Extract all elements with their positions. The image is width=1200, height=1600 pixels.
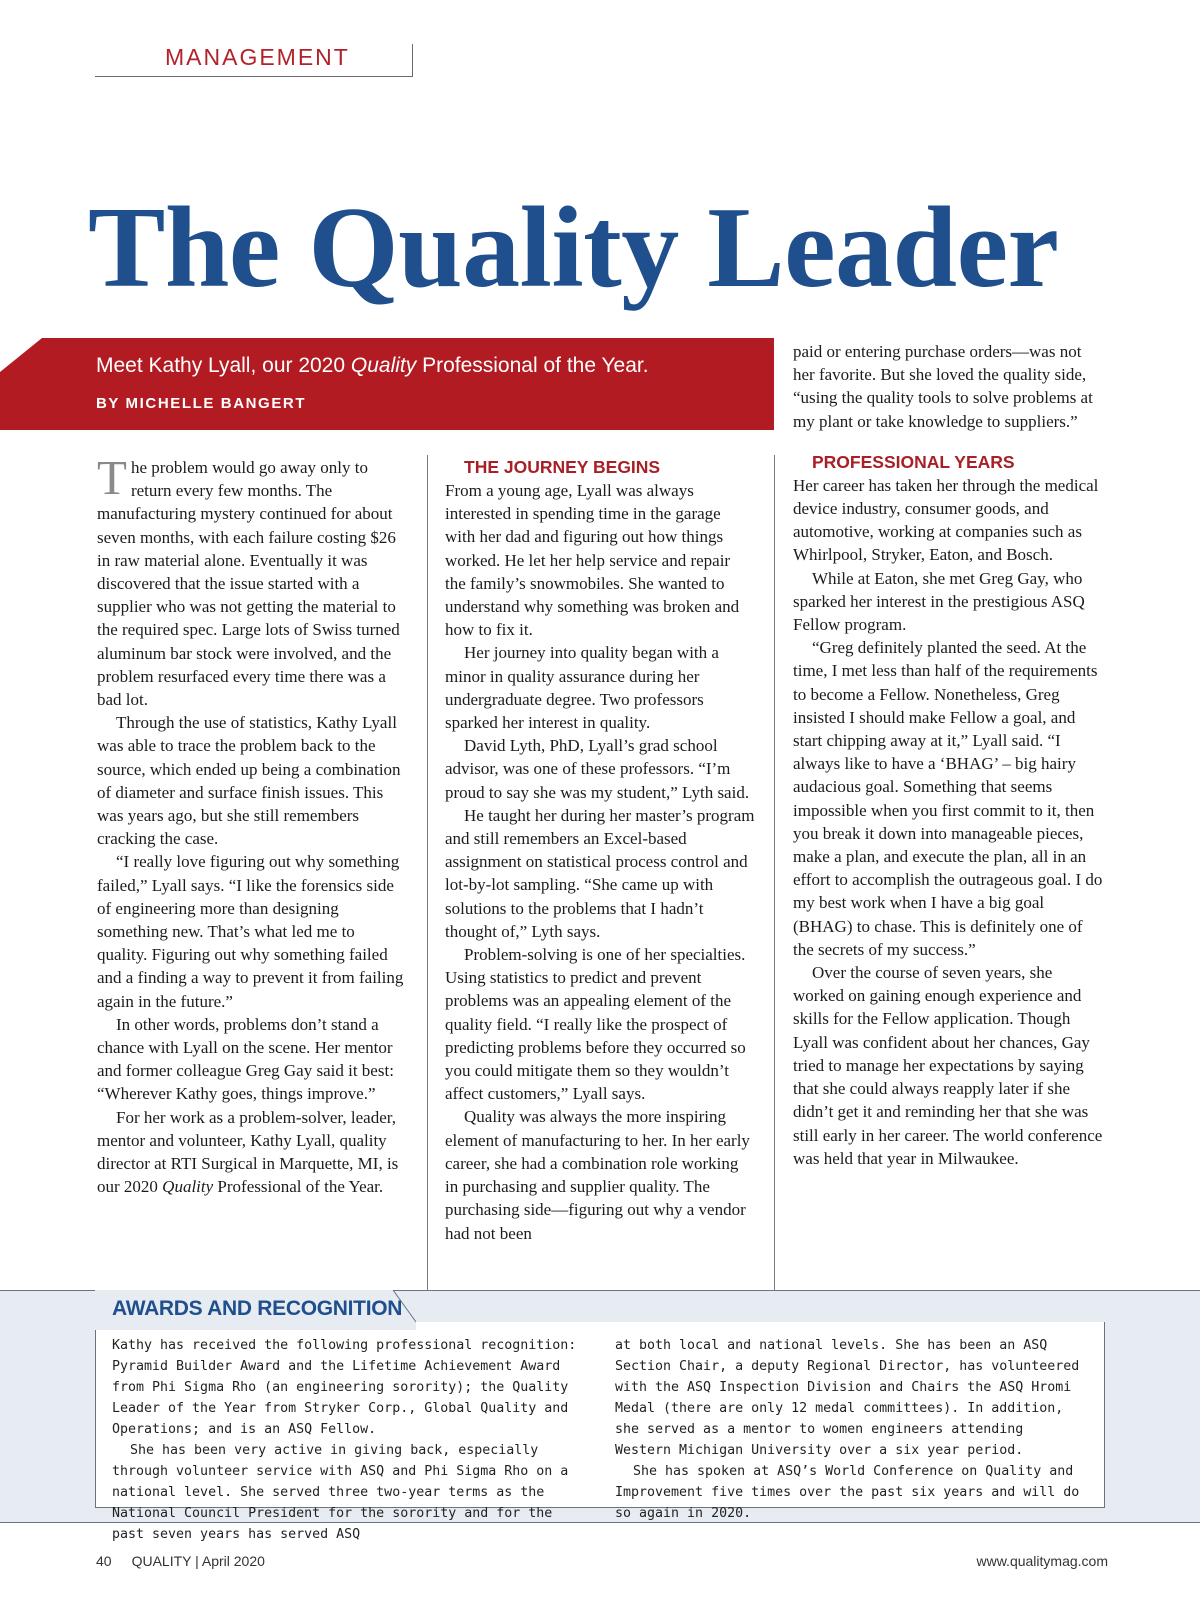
sidebar-paragraph: Kathy has received the following professional recognition: Pyramid Builder Award and the Lifetime Achievement Award from Phi Sigma Rho (an engineering sorority); the Quality Leader of the Year from Stryker Corp., Global Quality and Operations; and is an ASQ Fellow. [112,1338,577,1437]
paragraph: For her work as a problem-solver, leader, mentor and volunteer, Kathy Lyall, quality director at RTI Surgical in Marquette, MI, is our 2020 Quality Professional of the Year. [97,1107,399,1197]
paragraph: Her career has taken her through the medical device industry, consumer goods, and automotive, working at companies such as Whirlpool, Stryker, Eaton, and Bosch. [793,475,1099,565]
sidebar-paragraph: She has been very active in giving back, especially through volunteer service with ASQ and Phi Sigma Rho on a national level. She served three two-year terms as the National Council President for the sorority and for the past seven years has served ASQ [112,1443,569,1542]
column-divider [427,455,428,1290]
paragraph: The problem would go away only to return every few months. The manufacturing mystery continued for about seven months, with each failure costing $26 in raw material alone. Eventually it was discovered that the issue started with a supplier who was not getting the material to the required spec. Large lots of Swiss turned aluminum bar stock were involved, and the problem resurfaced every time there was a bad lot. [97,450,400,710]
section-tag [95,44,413,77]
paragraph: “I really love figuring out why something failed,” Lyall says. “I like the forensics side of engineering more than designing something new. That’s what led me to quality. Figuring out why something failed and a finding a way to prevent it from failing again in the future.” [97,852,404,1011]
page-number: 40 [96,1553,112,1569]
sidebar-title: AWARDS AND RECOGNITION [112,1297,403,1320]
headline: The Quality Leader [88,184,1059,312]
paragraph: “Greg definitely planted the seed. At the time, I met less than half of the requirements to become a Fellow. Nonetheless, Greg insisted I should make Fellow a goal, and start chipping away at it,” Lyall said. “I always like to have a ‘BHAG’ – big hairy audacious goal. Something that seems impossible when you first commit to it, then you break it down into manageable pieces, make a plan, and execute the plan, all in an effort to accomplish the outrageous goal. I do my best work when I have a big goal (BHAG) to chase. This is definitely one of the secrets of my success.” [793,638,1103,959]
footer-url[interactable]: www.qualitymag.com [976,1553,1108,1569]
column-divider [774,455,775,1290]
magazine-issue: QUALITY | April 2020 [131,1553,265,1569]
drop-cap: T [97,450,127,505]
paragraph: While at Eaton, she met Greg Gay, who sparked her interest in the prestigious ASQ Fellow program. [793,568,1085,635]
deck-band [0,338,774,430]
paragraph: paid or entering purchase orders—was not her favorite. But she loved the quality side, “using the quality tools to solve problems at my plant or take knowledge to suppliers.” [793,342,1093,431]
paragraph: Over the course of seven years, she worked on gaining enough experience and skills for the Fellow application. Though Lyall was confident about her chances, Gay tried to manage her expectations by saying that she could always reapply later if she didn’t get it and reminding her that she was still early in her career. The world conference was held that year in Milwaukee. [793,963,1103,1168]
subhead-professional: PROFESSIONAL YEARS [812,451,1015,472]
sidebar-paragraph: at both local and national levels. She has been an ASQ Section Chair, a deputy Regional Director, has volunteered with the ASQ Inspection Division and Chairs the ASQ Hromi Medal (there are only 12 medal committees). In addition, she served as a mentor to women engineers attending Western Michigan University over a six year period. [615,1338,1080,1458]
deck-title: Meet Kathy Lyall, our 2020 Quality Professional of the Year. [96,354,649,377]
sidebar-column-2 [615,1335,1085,1524]
paragraph: From a young age, Lyall was always interested in spending time in the garage with her dad and figuring out how things worked. He let her help service and repair the family’s snowmobiles. She wanted to understand why something was broken and how to fix it. [445,481,740,640]
sidebar-paragraph: She has spoken at ASQ’s World Conference on Quality and Improvement five times over the past six years and will do so again in 2020. [615,1464,1080,1521]
article-column-1 [97,450,409,1199]
paragraph: Problem-solving is one of her specialties. Using statistics to predict and prevent problems was an appealing element of the quality field. “I really like the prospect of predicting problems before they occurred so you could mitigate them so they wouldn’t affect customers,” Lyall says. [445,945,746,1104]
paragraph: Quality was always the more inspiring element of manufacturing to her. In her early career, she had a combination role working in purchasing and supplier quality. The purchasing side—figuring out why a vendor had not been [445,1107,750,1243]
sidebar-column-1 [112,1335,582,1545]
paragraph: Through the use of statistics, Kathy Lyall was able to trace the problem back to the source, which ended up being a combination of diameter and surface finish issues. This was years ago, but she still remembers cracking the case. [97,713,401,849]
paragraph: He taught her during her master’s program and still remembers an Excel-based assignment on statistical process control and lot-by-lot sampling. “She came up with solutions to the problems that I hadn’t thought of,” Lyth says. [445,805,755,941]
subhead-journey: THE JOURNEY BEGINS [464,457,661,477]
footer-folio [96,1553,265,1569]
byline: BY MICHELLE BANGERT [96,395,307,412]
paragraph: David Lyth, PhD, Lyall’s grad school advisor, was one of these professors. “I’m proud to say she was my student,” Lyth said. [445,736,750,802]
paragraph: Her journey into quality began with a minor in quality assurance during her undergraduate degree. Two professors sparked her interest in quality. [445,643,719,733]
article-column-3 [793,340,1103,1170]
paragraph: In other words, problems don’t stand a chance with Lyall on the scene. Her mentor and former colleague Greg Gay said it best: “Wherever Kathy goes, things improve.” [97,1014,394,1104]
section-label: MANAGEMENT [165,44,350,70]
article-column-2 [445,456,755,1245]
